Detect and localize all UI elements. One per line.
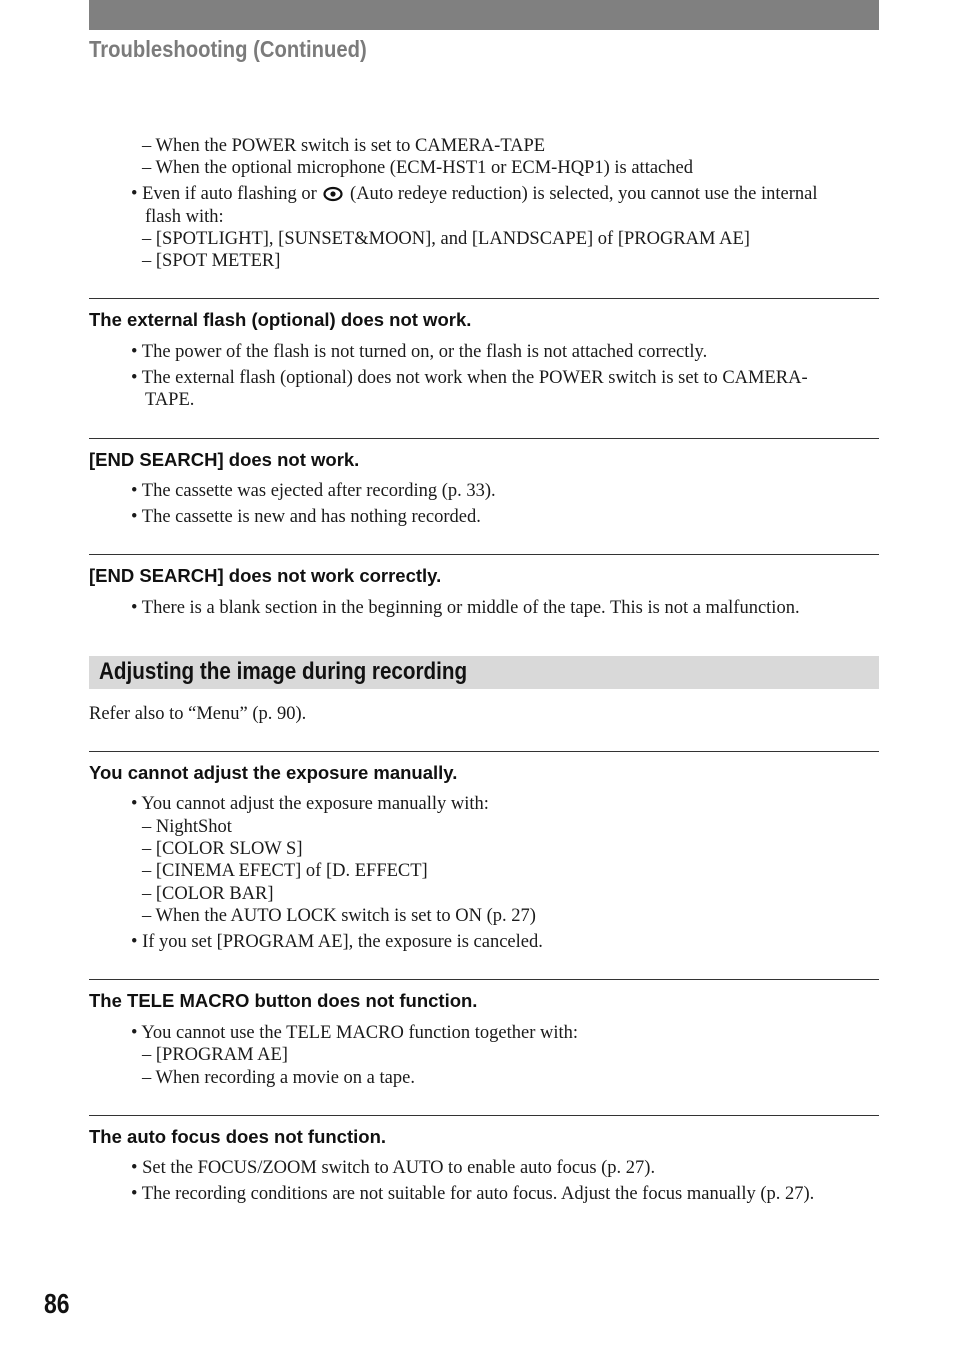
page-number: 86 — [44, 1288, 70, 1319]
list-item: – When recording a movie on a tape. — [142, 1068, 415, 1088]
list-item: • The cassette is new and has nothing recorded. — [131, 507, 481, 527]
divider — [89, 554, 879, 555]
list-item: • The external flash (optional) does not work when the POWER switch is set to CAMERA- — [131, 368, 808, 388]
divider — [89, 979, 879, 980]
list-item: – [SPOTLIGHT], [SUNSET&MOON], and [LANDSCAPE] of [PROGRAM AE] — [142, 229, 750, 249]
list-item: – When the optional microphone (ECM-HST1 or ECM-HQP1) is attached — [142, 158, 693, 178]
divider — [89, 438, 879, 439]
list-item: • There is a blank section in the beginning or middle of the tape. This is not a malfunction. — [131, 598, 800, 618]
list-item: – [CINEMA EFECT] of [D. EFFECT] — [142, 861, 428, 881]
list-item: • If you set [PROGRAM AE], the exposure is canceled. — [131, 932, 543, 952]
bullet-text: (Auto redeye reduction) is selected, you cannot use the internal — [350, 184, 818, 204]
subsection-heading: You cannot adjust the exposure manually. — [89, 762, 458, 783]
list-item: flash with: — [145, 207, 224, 227]
list-item: – NightShot — [142, 817, 232, 837]
subsection-heading: [END SEARCH] does not work correctly. — [89, 565, 442, 586]
list-item: TAPE. — [145, 390, 195, 410]
header-bar — [89, 0, 879, 30]
list-item: – [SPOT METER] — [142, 251, 281, 271]
list-item — [131, 183, 818, 208]
list-item: – [PROGRAM AE] — [142, 1045, 288, 1065]
section-title: Adjusting the image during recording — [99, 658, 468, 685]
list-item: – When the AUTO LOCK switch is set to ON (p. 27) — [142, 906, 536, 926]
list-item: • Set the FOCUS/ZOOM switch to AUTO to enable auto focus (p. 27). — [131, 1158, 656, 1178]
list-item: – When the POWER switch is set to CAMERA-TAPE — [142, 136, 546, 156]
subsection-heading: [END SEARCH] does not work. — [89, 449, 360, 470]
bullet-text: • Even if auto flashing or — [131, 184, 317, 204]
redeye-icon — [323, 186, 343, 208]
divider — [89, 751, 879, 752]
list-item: • You cannot use the TELE MACRO function together with: — [131, 1023, 579, 1043]
subsection-heading: The auto focus does not function. — [89, 1126, 387, 1147]
subsection-heading: The external flash (optional) does not work. — [89, 309, 472, 330]
subsection-heading: The TELE MACRO button does not function. — [89, 990, 478, 1011]
section-intro: Refer also to “Menu” (p. 90). — [89, 704, 307, 724]
section-header — [89, 656, 879, 689]
list-item: • You cannot adjust the exposure manually with: — [131, 794, 489, 814]
list-item: – [COLOR BAR] — [142, 884, 274, 904]
list-item: – [COLOR SLOW S] — [142, 839, 303, 859]
divider — [89, 298, 879, 299]
list-item: • The recording conditions are not suitable for auto focus. Adjust the focus manually (p. 27). — [131, 1184, 815, 1204]
running-title: Troubleshooting (Continued) — [89, 36, 367, 62]
divider — [89, 1115, 879, 1116]
list-item: • The cassette was ejected after recording (p. 33). — [131, 481, 496, 501]
list-item: • The power of the flash is not turned on, or the flash is not attached correctly. — [131, 342, 708, 362]
